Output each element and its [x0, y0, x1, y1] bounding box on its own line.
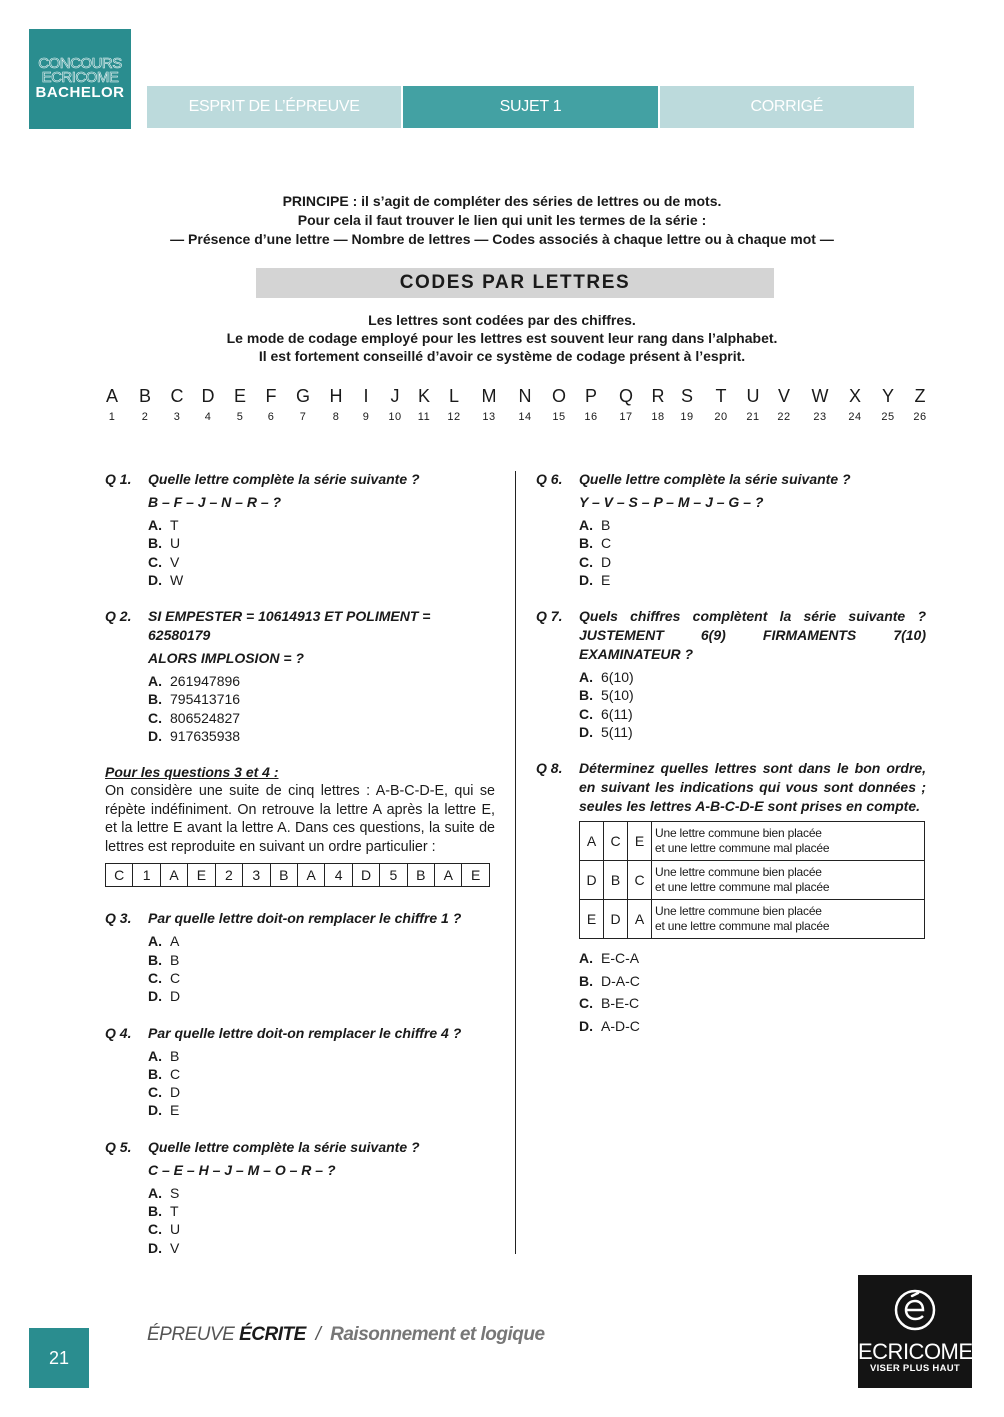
alphabet-cell	[320, 386, 352, 428]
question-text: Quelle lettre complète la série suivante ?	[148, 471, 420, 487]
question-q1	[105, 470, 495, 589]
question-number: Q 8.	[536, 760, 563, 777]
answer-options	[579, 668, 926, 741]
sequence-cell: 4	[325, 864, 352, 886]
alphabet-letter: S	[680, 386, 693, 406]
answer-option[interactable]: A. E-C-A	[579, 950, 640, 967]
answer-options	[579, 516, 926, 589]
alphabet-rank: 13	[482, 411, 496, 423]
alphabet-cell	[768, 386, 800, 428]
question-q3	[105, 909, 495, 1005]
indication-letter: D	[580, 861, 604, 900]
codes-intro-line: Il est fortement conseillé d’avoir ce système de codage présent à l’esprit.	[258, 348, 746, 364]
alphabet-letter: V	[777, 386, 790, 406]
alphabet-cell	[129, 386, 161, 428]
sequence-cell: B	[271, 864, 298, 886]
alphabet-letter: Q	[618, 386, 633, 406]
questions-right-column	[536, 470, 926, 1037]
question-q6	[536, 470, 926, 589]
note-text: On considère une suite de cinq lettres : A-B-C-D-E, qui se répète indéfiniment. On retrouve la lettre A après la lettre E, et la lettre E avant la lettre A. Dans ces questions, la suite de lettres est reproduite en suivant un ordre particulier :	[105, 783, 495, 855]
alphabet-rank: 9	[362, 411, 370, 423]
sequence-cell: E	[188, 864, 215, 886]
answer-option[interactable]: B. C	[148, 1065, 181, 1082]
alphabet-letter: A	[105, 386, 118, 406]
page-number: 21	[29, 1328, 89, 1388]
alphabet-cell	[161, 386, 193, 428]
question-series: ALORS IMPLOSION = ?	[148, 650, 304, 667]
answer-option[interactable]: D. E	[579, 571, 611, 588]
answer-option[interactable]: B. C	[579, 535, 612, 552]
answer-option[interactable]: C. B-E-C	[579, 995, 640, 1012]
brand-tagline: VISER PLUS HAUT	[869, 1363, 960, 1374]
alphabet-letter: Y	[881, 386, 894, 406]
questions-left-column	[105, 470, 495, 1257]
answer-option[interactable]: B. 795413716	[148, 691, 241, 708]
codes-intro	[80, 311, 924, 365]
alphabet-rank: 10	[388, 411, 402, 423]
footer-subject: Raisonnement et logique	[330, 1324, 545, 1345]
question-q2	[105, 607, 495, 745]
answer-option[interactable]: D. V	[148, 1239, 180, 1256]
answer-option[interactable]: B. U	[148, 535, 181, 552]
question-q8	[536, 759, 926, 1037]
question-text: SI EMPESTER = 10614913 ET POLIMENT = 62580179	[148, 608, 431, 644]
answer-option[interactable]: B. 5(10)	[579, 687, 634, 704]
answer-option[interactable]: B. D-A-C	[579, 972, 640, 989]
section-tabs	[147, 86, 914, 128]
sequence-cell: 5	[380, 864, 407, 886]
question-series: C – E – H – J – M – O – R – ?	[148, 1161, 336, 1178]
sequence-cell: E	[471, 867, 481, 884]
question-q5	[105, 1138, 495, 1257]
alphabet-letter: R	[651, 386, 665, 406]
question-q7	[536, 607, 926, 741]
alphabet-letter: L	[448, 386, 459, 406]
answer-option[interactable]: C. 6(11)	[579, 705, 633, 722]
answer-options	[579, 947, 926, 1037]
answer-options	[148, 932, 495, 1005]
alphabet-letter: K	[417, 386, 430, 406]
alphabet-rank: 16	[584, 411, 598, 423]
alphabet-rank: 2	[141, 411, 149, 423]
alphabet-letter: D	[201, 386, 215, 406]
indication-letter: A	[580, 822, 604, 861]
indication-letter: A	[628, 900, 652, 939]
question-number: Q 5.	[105, 1138, 132, 1155]
question-text: Par quelle lettre doit-on remplacer le chiffre 1 ?	[148, 910, 462, 927]
logo-line-ecricome: ECRICOME	[41, 69, 119, 86]
alphabet-cell	[705, 386, 737, 428]
answer-option[interactable]: C. D	[579, 553, 612, 570]
alphabet-rank: 5	[236, 411, 244, 423]
alphabet-cell	[408, 386, 440, 428]
question-number: Q 6.	[536, 471, 563, 487]
alphabet-cell	[192, 386, 224, 428]
answer-option[interactable]: D. E	[148, 1102, 180, 1119]
alphabet-rank: 12	[447, 411, 461, 423]
alphabet-cell	[904, 386, 936, 428]
alphabet-letter: T	[715, 386, 727, 406]
indication-letter: B	[604, 861, 628, 900]
alphabet-code-table	[97, 386, 933, 428]
alphabet-cell	[543, 386, 575, 428]
alphabet-cell	[610, 386, 642, 428]
sequence-cell: 3	[243, 864, 270, 886]
answer-option[interactable]: A. S	[148, 1184, 180, 1201]
codes-intro-line: Le mode de codage employé pour les lettres est souvent leur rang dans l’alphabet.	[226, 330, 778, 346]
answer-options	[148, 1047, 495, 1120]
alphabet-cell	[438, 386, 470, 428]
alphabet-cell	[804, 386, 836, 428]
alphabet-rank: 23	[813, 411, 827, 423]
alphabet-rank: 25	[881, 411, 895, 423]
note-title: Pour les questions 3 et 4 :	[105, 764, 279, 781]
answer-option[interactable]: A. B	[148, 1047, 180, 1064]
alphabet-rank: 11	[417, 411, 431, 423]
section-title: CODES PAR LETTRES	[256, 268, 774, 298]
alphabet-cell	[872, 386, 904, 428]
alphabet-rank: 8	[332, 411, 340, 423]
question-text: Quelle lettre complète la série suivante ?	[579, 471, 851, 487]
footer-title	[147, 1324, 545, 1346]
question-number: Q 1.	[105, 471, 132, 487]
answer-option[interactable]: A. T	[148, 517, 179, 533]
answer-option[interactable]: D. 5(11)	[579, 724, 633, 741]
alphabet-rank: 18	[651, 411, 665, 423]
answer-option[interactable]: A. A	[148, 933, 180, 950]
tab-corrige[interactable]: CORRIGÉ	[660, 86, 914, 128]
alphabet-cell	[255, 386, 287, 428]
alphabet-letter: C	[170, 386, 184, 406]
question-series: Y – V – S – P – M – J – G – ?	[579, 494, 764, 510]
principe-line: PRINCIPE : il s’agit de compléter des séries de lettres ou de mots.	[282, 193, 722, 209]
indications-table	[579, 821, 925, 939]
answer-option[interactable]: C. V	[148, 553, 180, 570]
alphabet-cell	[839, 386, 871, 428]
alphabet-rank: 15	[552, 411, 566, 423]
indication-letter: E	[580, 900, 604, 939]
footer-epreuve: ÉPREUVE	[147, 1324, 235, 1345]
alphabet-cell	[287, 386, 319, 428]
alphabet-cell	[224, 386, 256, 428]
question-text: Quels chiffres complètent la série suivante ? JUSTEMENT 6(9) FIRMAMENTS 7(10) EXAMINATEUR ?	[579, 608, 926, 663]
alphabet-letter: H	[329, 386, 343, 406]
sequence-cell: A	[161, 864, 188, 886]
alphabet-cell	[671, 386, 703, 428]
indication-letter: C	[604, 822, 628, 861]
indication-description: Une lettre commune bien placée et une lettre commune mal placée	[652, 822, 925, 861]
alphabet-letter: N	[518, 386, 532, 406]
alphabet-cell	[509, 386, 541, 428]
answer-option[interactable]: C. U	[148, 1221, 181, 1238]
alphabet-rank: 17	[619, 411, 633, 423]
alphabet-rank: 19	[680, 411, 694, 423]
question-q4	[105, 1024, 495, 1120]
alphabet-cell	[473, 386, 505, 428]
answer-option[interactable]: A. B	[579, 517, 611, 533]
alphabet-rank: 26	[913, 411, 927, 423]
alphabet-letter: I	[363, 386, 369, 406]
sequence-cell: D	[353, 864, 380, 886]
question-series: B – F – J – N – R – ?	[148, 494, 282, 510]
answer-option[interactable]: B. T	[148, 1203, 179, 1220]
indication-letter: D	[604, 900, 628, 939]
alphabet-rank: 3	[173, 411, 181, 423]
question-number: Q 7.	[536, 608, 563, 625]
question-text: Déterminez quelles lettres sont dans le bon ordre, en suivant les indications qui vous sont données ; seules les lettres A-B-C-D-E sont prises en compte.	[579, 760, 926, 815]
alphabet-rank: 6	[267, 411, 275, 423]
answer-option[interactable]: D. A-D-C	[579, 1017, 640, 1034]
indication-row	[580, 900, 925, 939]
answer-option[interactable]: D. 917635938	[148, 728, 241, 745]
indication-letter: E	[628, 822, 652, 861]
alphabet-letter: J	[390, 386, 400, 406]
answer-options	[148, 516, 495, 589]
tab-sujet-1[interactable]: SUJET 1	[403, 86, 657, 128]
logo-line-concours: CONCOURS	[38, 55, 122, 72]
answer-option[interactable]: A. 261947896	[148, 673, 241, 690]
alphabet-cell	[737, 386, 769, 428]
sequence-cell: C	[106, 864, 133, 886]
principe-line: Pour cela il faut trouver le lien qui unit les termes de la série :	[297, 212, 707, 228]
alphabet-letter: W	[811, 386, 829, 406]
alphabet-rank: 4	[204, 411, 212, 423]
alphabet-letter: G	[295, 386, 310, 406]
alphabet-letter: O	[551, 386, 566, 406]
alphabet-rank: 1	[108, 411, 116, 423]
codes-intro-line: Les lettres sont codées par des chiffres.	[368, 312, 636, 328]
letter-sequence	[105, 863, 490, 887]
principe-block	[80, 192, 924, 249]
indication-description: Une lettre commune bien placée et une lettre commune mal placée	[652, 861, 925, 900]
alphabet-cell	[575, 386, 607, 428]
note-questions-3-4	[105, 763, 495, 887]
answer-option[interactable]: A. 6(10)	[579, 669, 634, 686]
answer-option[interactable]: C. 806524827	[148, 709, 241, 726]
answer-option[interactable]: C. C	[148, 969, 181, 986]
alphabet-letter: U	[746, 386, 760, 406]
answer-option[interactable]: D. W	[148, 571, 184, 588]
answer-options	[148, 1184, 495, 1257]
alphabet-letter: Z	[914, 386, 926, 406]
indication-row	[580, 861, 925, 900]
alphabet-cell	[642, 386, 674, 428]
sequence-cell: 2	[216, 864, 243, 886]
answer-option[interactable]: D. D	[148, 988, 181, 1005]
alphabet-cell	[379, 386, 411, 428]
alphabet-letter: M	[481, 386, 497, 406]
alphabet-letter: B	[138, 386, 151, 406]
footer-ecrite: ÉCRITE	[239, 1324, 306, 1345]
sequence-cell: 1	[133, 864, 160, 886]
ecricome-brand-logo	[858, 1275, 972, 1388]
alphabet-rank: 22	[777, 411, 791, 423]
alphabet-cell	[350, 386, 382, 428]
sequence-cell: A	[298, 864, 325, 886]
question-text: Quelle lettre complète la série suivante ?	[148, 1138, 420, 1155]
answer-option[interactable]: B. B	[148, 951, 180, 968]
alphabet-letter: E	[233, 386, 246, 406]
alphabet-letter: X	[848, 386, 861, 406]
indication-description: Une lettre commune bien placée et une lettre commune mal placée	[652, 900, 925, 939]
alphabet-rank: 24	[848, 411, 862, 423]
answer-options	[148, 672, 495, 745]
concours-logo	[29, 29, 131, 129]
principe-line: — Présence d’une lettre — Nombre de lettres — Codes associés à chaque lettre ou à chaque mot —	[170, 231, 834, 247]
alphabet-cell	[96, 386, 128, 428]
question-number: Q 2.	[105, 608, 132, 625]
logo-line-bachelor: BACHELOR	[35, 84, 125, 101]
question-text: Par quelle lettre doit-on remplacer le chiffre 4 ?	[148, 1024, 462, 1041]
indication-row	[580, 822, 925, 861]
sequence-cell: B	[408, 864, 435, 886]
alphabet-rank: 21	[746, 411, 760, 423]
question-number: Q 4.	[105, 1024, 132, 1041]
sequence-cell: A	[435, 864, 462, 886]
indication-letter: C	[628, 861, 652, 900]
tab-esprit-epreuve[interactable]: ESPRIT DE L’ÉPREUVE	[147, 86, 401, 128]
question-number: Q 3.	[105, 910, 132, 927]
alphabet-rank: 14	[518, 411, 532, 423]
column-divider	[515, 471, 516, 1254]
alphabet-rank: 20	[714, 411, 728, 423]
alphabet-rank: 7	[299, 411, 307, 423]
footer-slash: /	[315, 1324, 321, 1345]
brand-name: ECRICOME	[858, 1339, 973, 1364]
ecricome-e-icon	[893, 1288, 937, 1332]
alphabet-letter: P	[584, 386, 597, 406]
answer-option[interactable]: C. D	[148, 1084, 181, 1101]
alphabet-letter: F	[265, 386, 277, 406]
